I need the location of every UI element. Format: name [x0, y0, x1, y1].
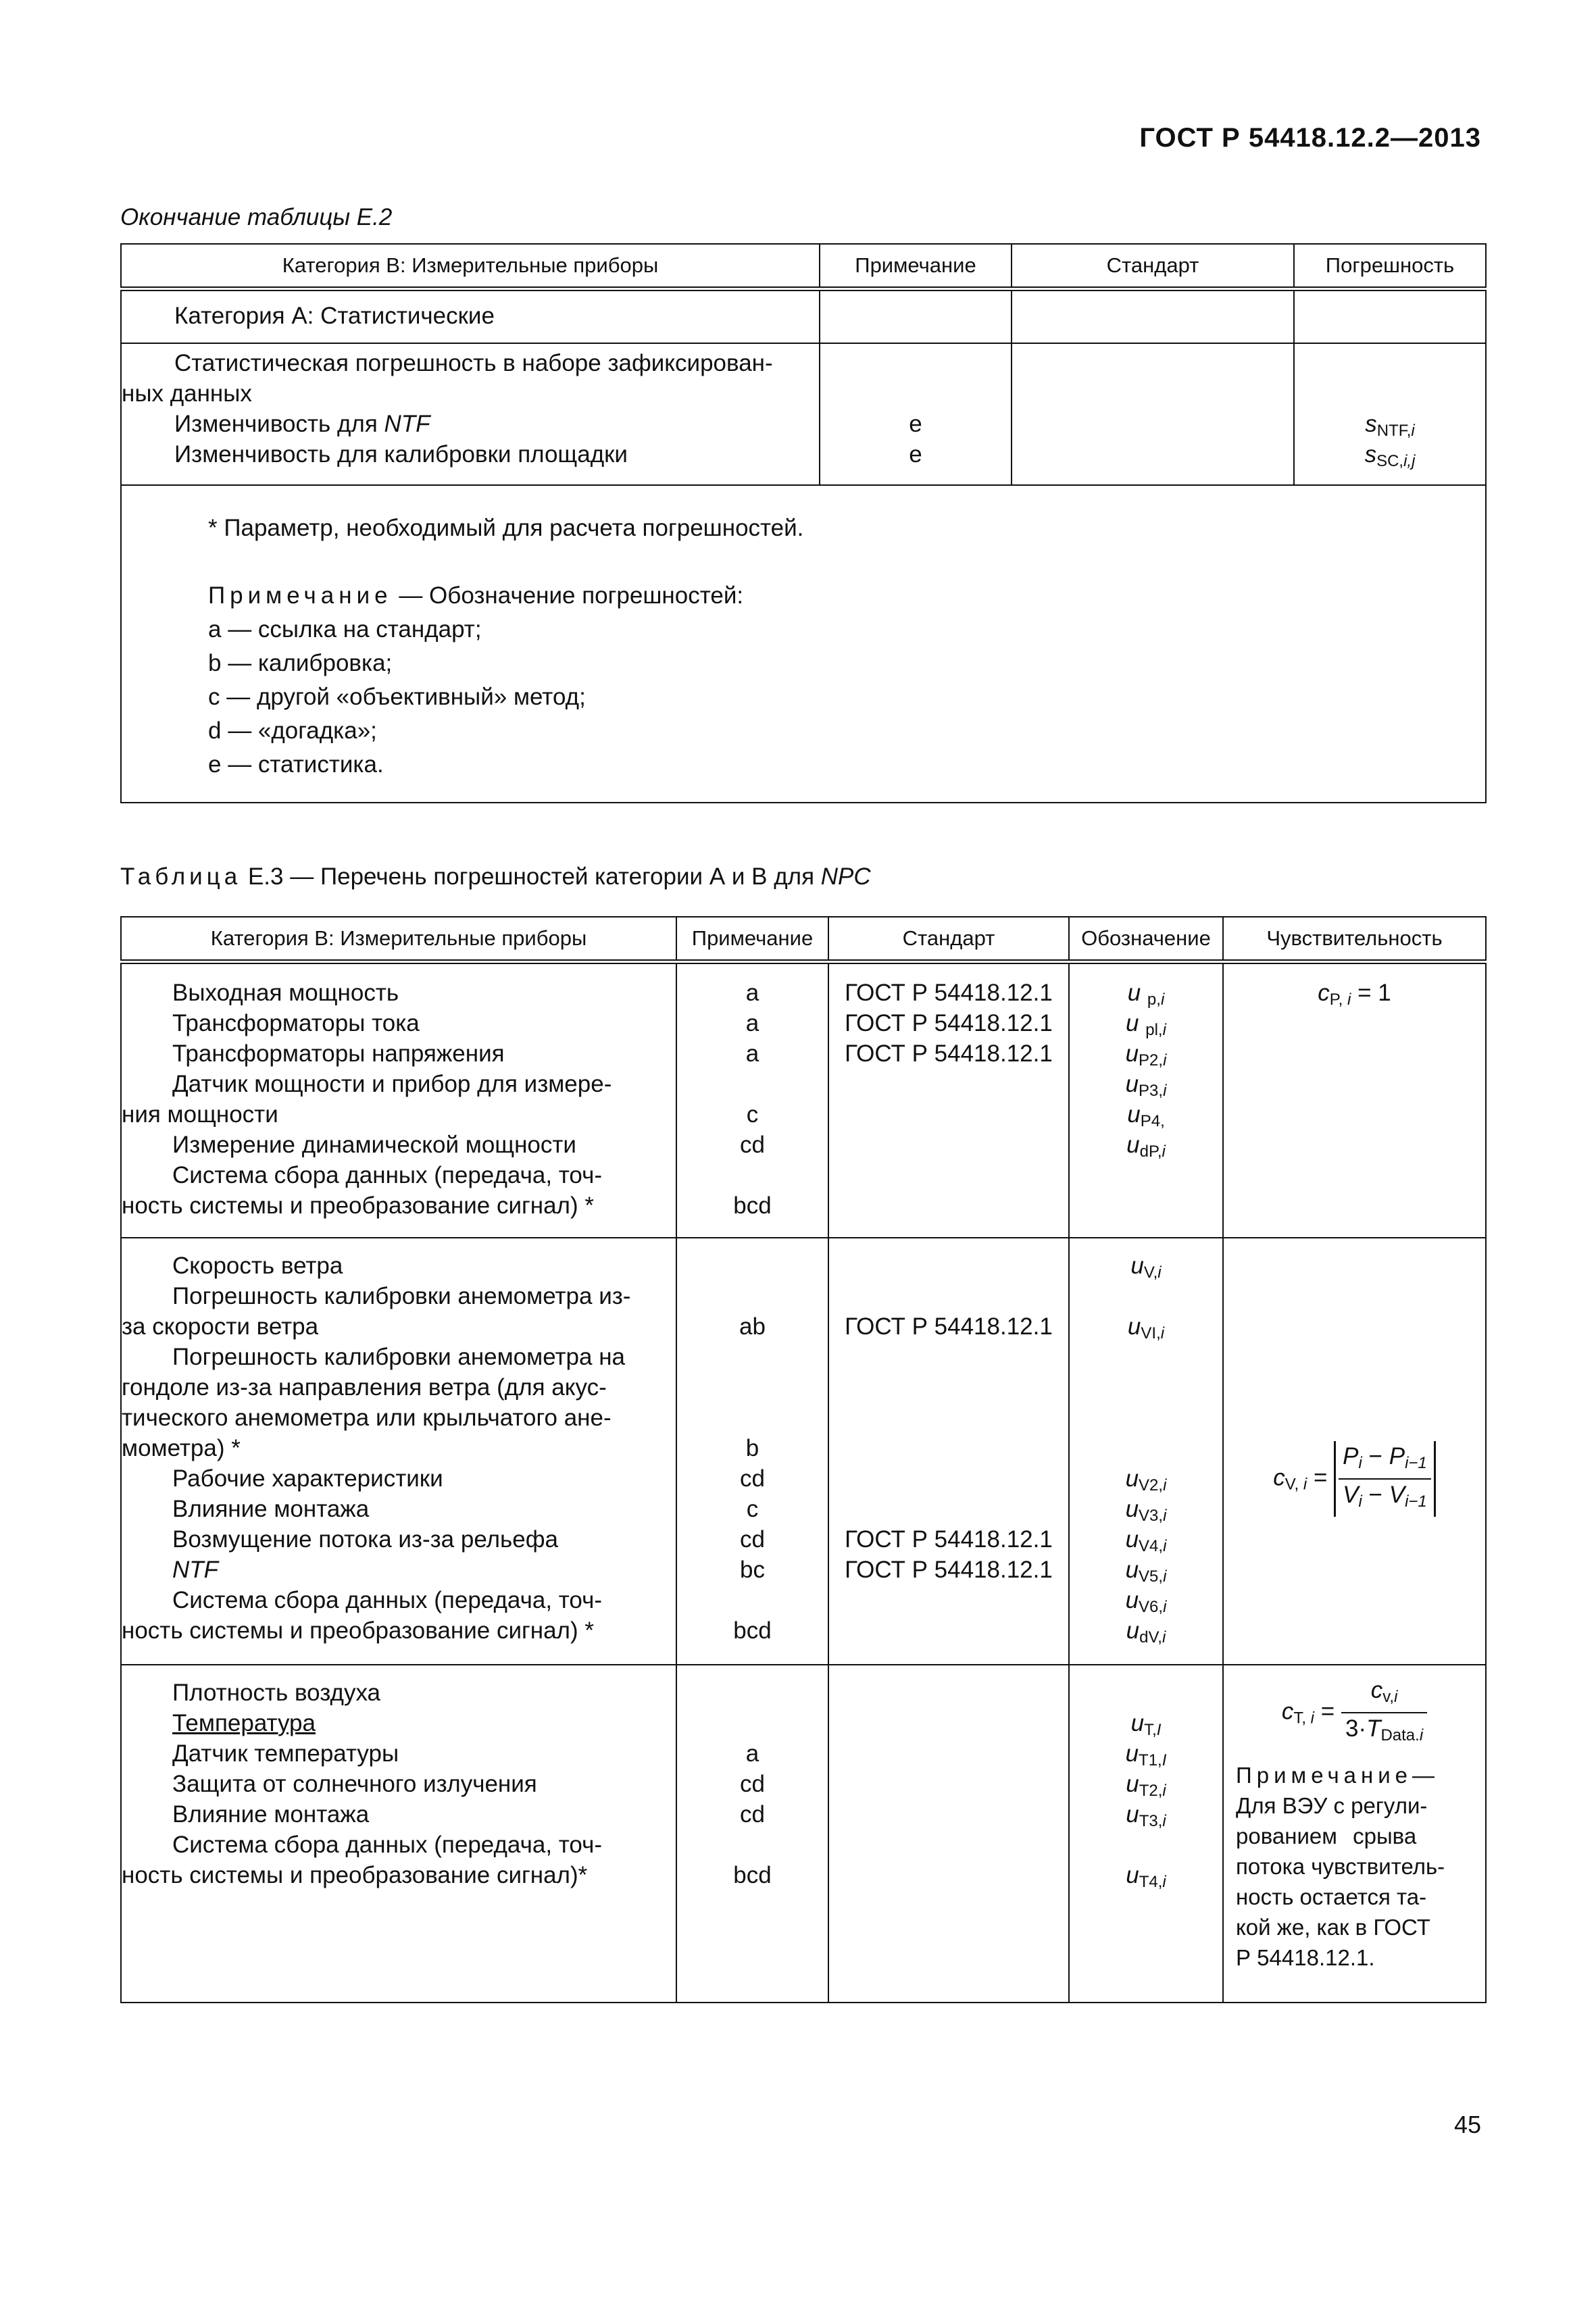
standard-value: ГОСТ Р 54418.12.1: [845, 1010, 1053, 1036]
symbol-value: $u_{T2,i}$: [1126, 1770, 1166, 1800]
row-category-a: Категория А: Статистические: [174, 303, 495, 329]
row-text: ность системы и преобразование сигнал) *: [122, 1617, 594, 1644]
standard-value: [829, 1342, 1068, 1372]
standard-value: [829, 1372, 1068, 1403]
note-value: [677, 1830, 828, 1860]
symbol-value: $u_{P2,i}$: [1125, 1040, 1167, 1070]
symbol-value: $u_{dP,i}$: [1126, 1132, 1166, 1161]
note-value: bc: [740, 1556, 765, 1583]
note-value: cd: [740, 1465, 765, 1492]
row-text: Возмущение потока из-за рельефа: [172, 1526, 559, 1553]
standard-value: ГОСТ Р 54418.12.1: [845, 1556, 1053, 1583]
table-e2-caption: Окончание таблицы Е.2: [120, 204, 393, 230]
sensitivity-formula: $c_{P, i} = 1$: [1318, 980, 1391, 1009]
standard-value: ГОСТ Р 54418.12.1: [845, 1313, 1053, 1340]
row-text: Влияние монтажа: [172, 1495, 370, 1522]
note-value: bcd: [733, 1617, 772, 1644]
note-value: cd: [740, 1132, 765, 1158]
note-value: [677, 1403, 828, 1433]
symbol-value: $u_{V5,i}$: [1125, 1556, 1167, 1586]
note-value: cd: [740, 1526, 765, 1553]
row-text: Система сбора данных (передача, точ-: [172, 1586, 602, 1613]
standard-value: [829, 1281, 1068, 1311]
header-error: Погрешность: [1294, 244, 1486, 289]
note-value: [677, 1372, 828, 1403]
row-text: Датчик мощности и прибор для измере-: [172, 1071, 612, 1097]
note-value: [677, 1678, 828, 1708]
header-category: Категория В: Измерительные приборы: [121, 917, 676, 962]
row-text: Датчик температуры: [172, 1740, 399, 1767]
note-value: [677, 1251, 828, 1281]
row-text: Система сбора данных (передача, точ-: [172, 1831, 602, 1858]
row-text: ность системы и преобразование сигнал) *: [122, 1192, 594, 1219]
row-text: Система сбора данных (передача, точ-: [172, 1162, 602, 1188]
note-value: e: [909, 441, 922, 468]
note-item: d — «догадка»;: [208, 717, 377, 744]
standard-value: ГОСТ Р 54418.12.1: [845, 1040, 1053, 1067]
note-value: a: [745, 1010, 759, 1036]
row-text: Влияние монтажа: [172, 1801, 370, 1828]
symbol-value: u $_{p,i}$: [1127, 980, 1165, 1009]
header-note: Примечание: [676, 917, 828, 962]
row-text: Защита от солнечного излучения: [172, 1770, 537, 1797]
standard-value: ГОСТ Р 54418.12.1: [845, 980, 1053, 1006]
note-heading: Примечание — Обозначение погрешностей:: [208, 582, 744, 609]
error-symbol: $s_{SC,i,j}$: [1364, 441, 1416, 470]
symbol-value: $u_{T,I}$: [1130, 1709, 1162, 1739]
symbol-value: $u_{T1,I}$: [1125, 1740, 1167, 1769]
row-text: Погрешность калибровки анемометра из-: [172, 1282, 631, 1309]
page-number: 45: [1453, 2111, 1481, 2138]
note-item: c — другой «объективный» метод;: [208, 683, 586, 710]
symbol-value: u $_{pl,i}$: [1126, 1010, 1166, 1039]
standard-value: [829, 1433, 1068, 1463]
footnote: * Параметр, необходимый для расчета погрешностей.: [208, 514, 804, 541]
row-text: Погрешность калибровки анемометра на: [172, 1343, 625, 1370]
symbol-value: $u_{V2,i}$: [1125, 1465, 1167, 1494]
row-text: гондоле из-за направления ветра (для акус-: [122, 1374, 607, 1401]
row-text: ния мощности: [122, 1101, 278, 1128]
error-symbol: $s_{NTF,i}$: [1365, 410, 1415, 440]
symbol-value: $u_{V4,i}$: [1125, 1526, 1167, 1555]
standard-value: ГОСТ Р 54418.12.1: [845, 1526, 1053, 1553]
standard-value: [829, 1494, 1068, 1524]
note-value: ab: [739, 1313, 766, 1340]
note-value: c: [746, 1495, 759, 1522]
row-text: Температура: [172, 1709, 316, 1736]
note-value: [677, 1342, 828, 1372]
row-text: Измерение динамической мощности: [172, 1132, 576, 1158]
standard-value: [829, 1251, 1068, 1281]
note-value: e: [909, 410, 922, 437]
symbol-value: $u_{V3,i}$: [1125, 1495, 1167, 1525]
note-value: a: [745, 1040, 759, 1067]
header-symbol: Обозначение: [1069, 917, 1223, 962]
table-e2: [120, 243, 1487, 803]
row-text: Изменчивость для NTF: [174, 410, 430, 437]
note-value: [677, 1160, 828, 1190]
note-value: [677, 1708, 828, 1738]
symbol-value: $u_{V6,i}$: [1125, 1586, 1167, 1616]
standard-value: [829, 1463, 1068, 1494]
note-value: a: [745, 1740, 759, 1767]
header-note: Примечание: [820, 244, 1012, 289]
symbol-value: $u_{T3,i}$: [1126, 1801, 1166, 1830]
header-category: Категория В: Измерительные приборы: [121, 244, 820, 289]
sensitivity-formula: $c_{V, i}$ = $\frac{P_i - P_{i-1}}{V_i - V_{i-1}}$: [1224, 1441, 1485, 1517]
row-text: за скорости ветра: [122, 1313, 319, 1340]
standard-value: [829, 1403, 1068, 1433]
row-text: NTF: [172, 1556, 219, 1583]
table-e3: [120, 916, 1487, 2003]
note-value: bcd: [733, 1861, 772, 1888]
row-text: ность системы и преобразование сигнал)*: [122, 1861, 588, 1888]
note-value: a: [745, 980, 759, 1006]
note-value: bcd: [733, 1192, 772, 1219]
row-text: Выходная мощность: [172, 980, 399, 1006]
row-text: мометра) *: [122, 1434, 241, 1461]
sensitivity-formula: $c_{T, i}$ = $\frac{c_{v,i}}{3\cdot T_{Data.i}}$: [1236, 1675, 1473, 1751]
header-sensitivity: Чувствительность: [1223, 917, 1486, 962]
row-text: Плотность воздуха: [172, 1679, 381, 1706]
row-text: Рабочие характеристики: [172, 1465, 443, 1492]
note-value: [677, 1069, 828, 1099]
symbol-value: $u_{T4,i}$: [1126, 1861, 1166, 1891]
symbol-value: $u_{P4,}$: [1127, 1101, 1165, 1130]
row-text: Трансформаторы напряжения: [172, 1040, 505, 1067]
note-value: b: [745, 1434, 759, 1461]
row-text: ных данных: [122, 380, 252, 407]
symbol-value: $u_{VI,i}$: [1127, 1313, 1165, 1342]
note-value: c: [746, 1101, 759, 1128]
row-text: Изменчивость для калибровки площадки: [174, 441, 628, 468]
note-item: b — калибровка;: [208, 649, 393, 676]
row-text: тического анемометра или крыльчатого ане-: [122, 1404, 612, 1431]
note-value: cd: [740, 1801, 765, 1828]
row-text: Скорость ветра: [172, 1252, 343, 1279]
row-text: Статистическая погрешность в наборе зафиксирован-: [174, 349, 773, 376]
header-standard: Стандарт: [1012, 244, 1294, 289]
row-text: Трансформаторы тока: [172, 1010, 420, 1036]
symbol-value: $u_{dV,i}$: [1126, 1617, 1166, 1646]
sensitivity-note: Примечание— Для ВЭУ с регули- рованием срыва потока чувствитель- ность остается та- кой же, как в ГОСТ Р 54418.12.1.: [1236, 1762, 1445, 1970]
note-item: e — статистика.: [208, 751, 384, 778]
note-value: [677, 1585, 828, 1615]
document-header: ГОСТ Р 54418.12.2—2013: [1139, 123, 1481, 153]
note-item: a — ссылка на стандарт;: [208, 615, 482, 643]
note-value: [677, 1281, 828, 1311]
table-e3-caption: Таблица Е.3 — Перечень погрешностей категории А и В для NPC: [120, 863, 871, 890]
symbol-value: $u_{V,i}$: [1130, 1252, 1162, 1282]
symbol-value: $u_{P3,i}$: [1125, 1071, 1167, 1100]
note-value: cd: [740, 1770, 765, 1797]
header-standard: Стандарт: [828, 917, 1069, 962]
